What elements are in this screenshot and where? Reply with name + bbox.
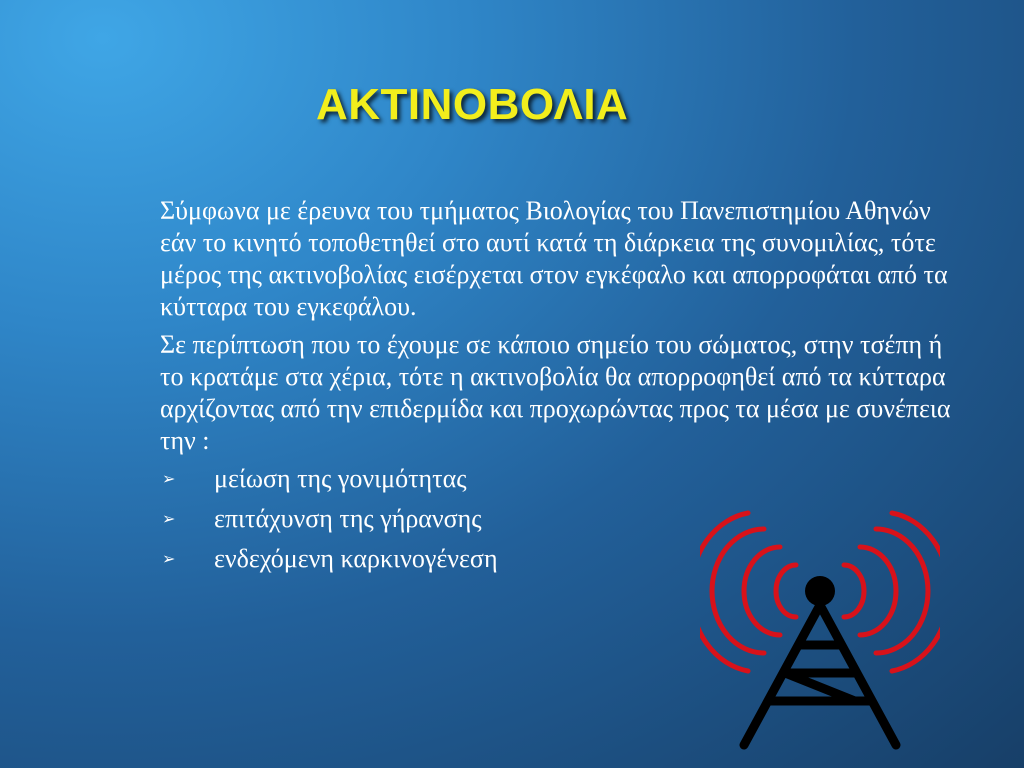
tower	[744, 576, 896, 745]
bullet-text: μείωση της γονιμότητας	[214, 464, 467, 493]
paragraph-1: Σύμφωνα με έρευνα του τμήματος Βιολογίας του Πανεπιστημίου Αθηνών εάν το κινητό τοποθετηθεί στο αυτί κατά τη διάρκεια της συνομιλίας, τότε μέρος της ακτινοβολίας εισέρχεται στον εγκέφαλο και απορροφάται από τα κύτταρα του εγκεφάλου.	[160, 196, 948, 321]
slide-title: ΑΚΤΙΝΟΒΟΛΙΑ	[316, 80, 629, 129]
arrow-bullet-icon: ➢	[162, 469, 176, 488]
paragraph-2: Σε περίπτωση που το έχουμε σε κάποιο σημείο του σώματος, στην τσέπη ή το κρατάμε στα χέρια, τότε η ακτινοβολία θα απορροφηθεί από τα κύτταρα αρχίζοντας από την επιδερμίδα και προχωρώντας προς τα μέσα με συνέπεια την :	[160, 330, 951, 455]
radio-tower-icon	[700, 505, 940, 755]
arrow-bullet-icon: ➢	[162, 509, 176, 528]
bullet-item	[160, 463, 960, 503]
bullet-text: ενδεχόμενη καρκινογένεση	[214, 544, 498, 573]
arrow-bullet-icon: ➢	[162, 549, 176, 568]
bullet-text: επιτάχυνση της γήρανσης	[214, 504, 482, 533]
